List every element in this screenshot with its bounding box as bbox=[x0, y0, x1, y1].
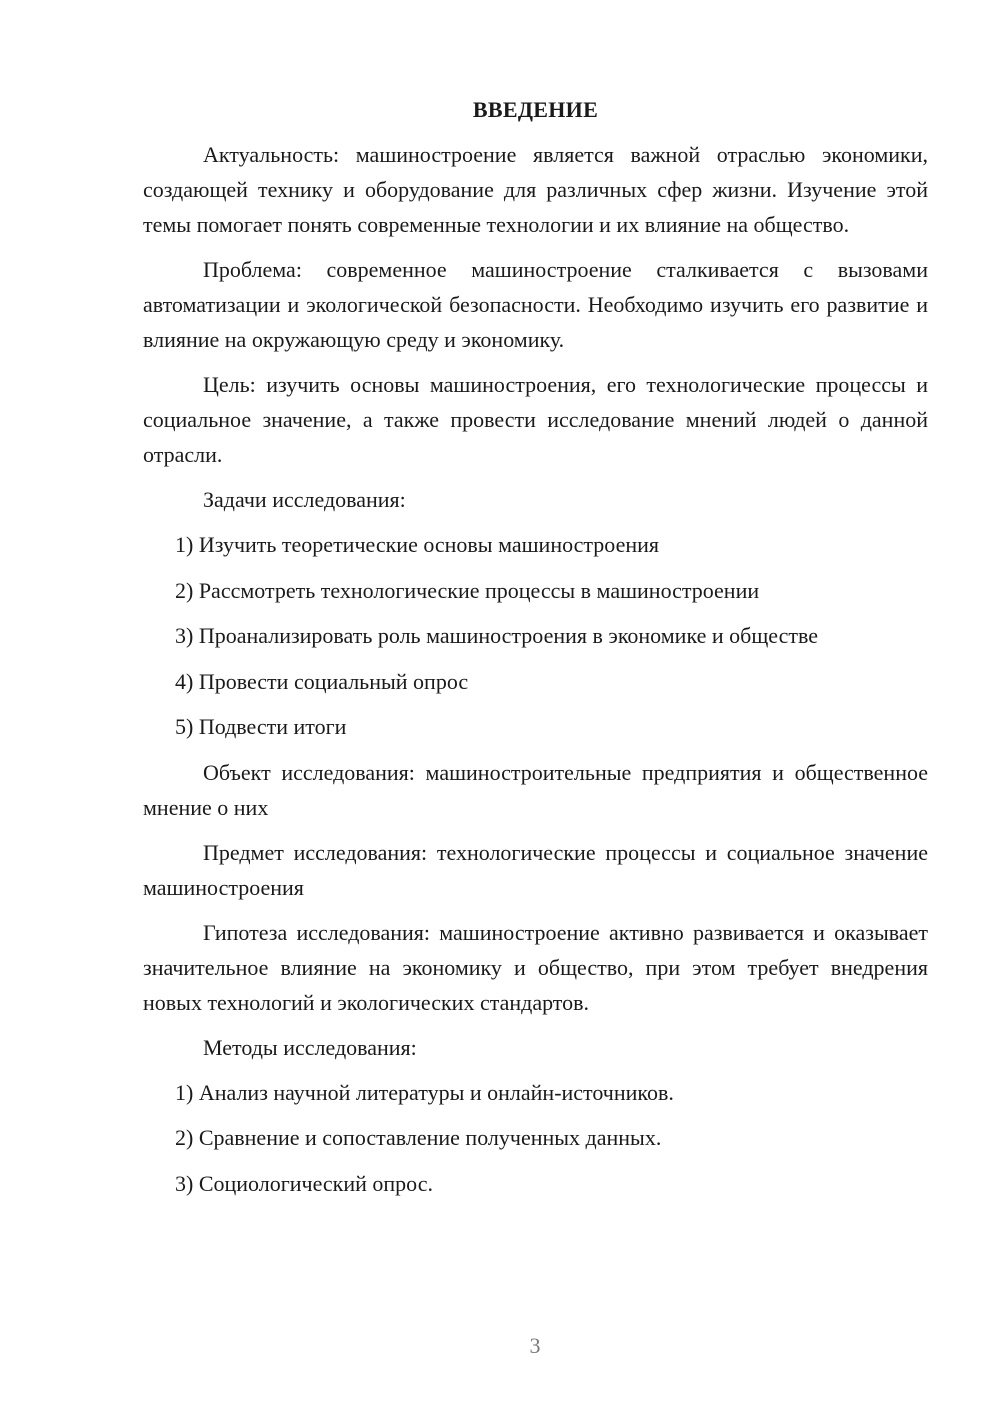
page-title: ВВЕДЕНИЕ bbox=[472, 97, 599, 122]
list-item: 1) Анализ научной литературы и онлайн-источников. bbox=[175, 1079, 674, 1105]
list-item: 2) Сравнение и сопоставление полученных данных. bbox=[175, 1125, 662, 1150]
list-item: 3) Проанализировать роль машиностроения в экономике и обществе bbox=[175, 623, 818, 648]
relevance-paragraph: Актуальность: машиностроение является важной отраслью экономики, создающей технику и оборудование для различных сфер жизни. Изучение этой темы помогает понять современные технологии и их влияние на общество. bbox=[143, 142, 928, 237]
list-item: 4) Провести социальный опрос bbox=[175, 668, 469, 694]
tasks-list bbox=[143, 527, 928, 744]
problem-paragraph: Проблема: современное машиностроение сталкивается с вызовами автоматизации и экологической безопасности. Необходимо изучить его развитие и влияние на окружающую среду и экономику. bbox=[143, 257, 928, 352]
object-paragraph: Объект исследования: машиностроительные предприятия и общественное мнение о них bbox=[143, 759, 928, 820]
list-item: 2) Рассмотреть технологические процессы в машиностроении bbox=[175, 577, 760, 603]
list-item: 3) Социологический опрос. bbox=[175, 1170, 433, 1196]
subject-paragraph: Предмет исследования: технологические процессы и социальное значение машиностроения bbox=[143, 839, 928, 900]
methods-heading: Методы исследования: bbox=[203, 1034, 417, 1060]
goal-paragraph: Цель: изучить основы машиностроения, его технологические процессы и социальное значение, а также провести исследование мнений людей о данной отрасли. bbox=[143, 372, 928, 467]
page-number: 3 bbox=[529, 1333, 541, 1358]
document-page bbox=[143, 92, 928, 1211]
tasks-heading: Задачи исследования: bbox=[203, 487, 406, 512]
methods-list bbox=[143, 1075, 928, 1201]
list-item: 5) Подвести итоги bbox=[175, 714, 347, 739]
list-item: 1) Изучить теоретические основы машиностроения bbox=[175, 532, 659, 557]
hypothesis-paragraph: Гипотеза исследования: машиностроение активно развивается и оказывает значительное влияние на экономику и общество, при этом требует внедрения новых технологий и экологических стандартов. bbox=[143, 919, 928, 1015]
